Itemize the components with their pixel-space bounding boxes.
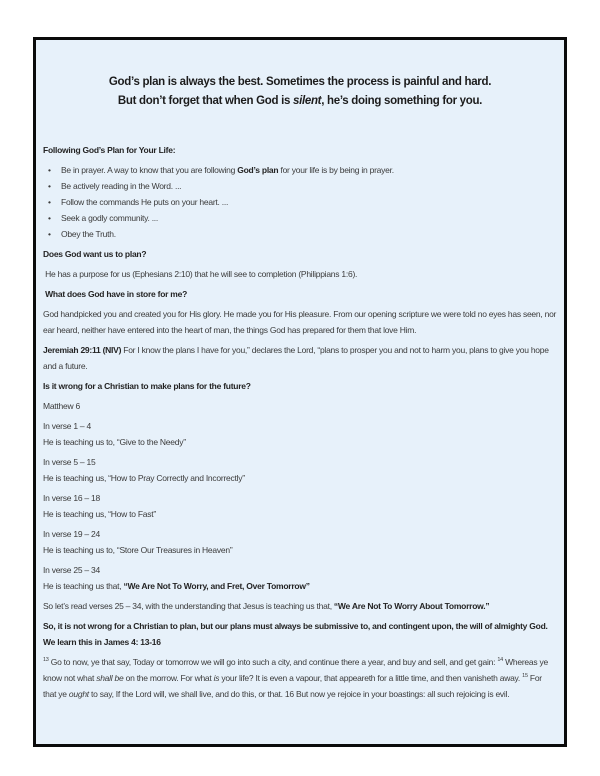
text-segment: Be in prayer. A way to know that you are following <box>61 165 238 175</box>
text-segment: He is teaching us to, “Give to the Needy” <box>43 437 186 447</box>
verse-lesson <box>43 578 557 594</box>
verse-range <box>43 454 557 470</box>
verse-block-19-24 <box>43 526 557 558</box>
text-segment: “We Are Not To Worry About Tomorrow.” <box>333 601 490 611</box>
header-quote <box>71 73 529 111</box>
text-segment: What does God have in store for me? <box>43 289 188 299</box>
text-segment: 15 <box>522 673 528 680</box>
text-segment: He is teaching us, “How to Pray Correctly and Incorrectly” <box>43 473 245 483</box>
text-segment: ought <box>68 689 89 699</box>
text-segment: Obey the Truth. <box>61 229 116 239</box>
bullet-list <box>43 162 557 242</box>
text-segment: on the morrow. For what <box>123 673 214 683</box>
heading-what-in-store <box>43 286 557 302</box>
paragraph-purpose <box>43 266 557 282</box>
text-segment: your life? It is even a vapour, that appeareth for a little time, and then vanisheth away. <box>219 673 523 683</box>
verse-block-16-18 <box>43 490 557 522</box>
text-segment: Jeremiah 29:11 (NIV) <box>43 345 124 355</box>
verse-block-25-34 <box>43 562 557 594</box>
paragraph-james-4-13-16 <box>43 654 557 702</box>
text-segment: 13 <box>43 657 49 664</box>
text-segment: God’s plan <box>237 165 279 175</box>
text-segment: , he’s doing something for you. <box>321 95 483 107</box>
bullet-item <box>43 210 557 226</box>
paragraph-so-lets-read <box>43 598 557 614</box>
text-segment: shall be <box>96 673 124 683</box>
text-segment: Be actively reading in the Word. ... <box>61 181 182 191</box>
paragraph-handpicked <box>43 306 557 338</box>
verse-lesson <box>43 506 557 522</box>
heading-does-god-want-plan <box>43 246 557 262</box>
bullet-item <box>43 178 557 194</box>
text-segment: He has a purpose for us (Ephesians 2:10) that he will see to completion (Philippians 1:6). <box>43 269 358 279</box>
verse-lesson <box>43 542 557 558</box>
verse-lesson <box>43 470 557 486</box>
paragraph-jeremiah-29-11 <box>43 342 557 374</box>
text-segment: He is teaching us to, “Store Our Treasures in Heaven” <box>43 545 233 555</box>
text-segment: to say, If the Lord will, we shall live, and do this, or that. 16 But now ye rejoice in your boastings: all such rejoicing is evil. <box>88 689 510 699</box>
text-segment: 14 <box>497 657 503 664</box>
bullet-item <box>43 194 557 210</box>
header-quote-line2 <box>71 92 529 111</box>
text-segment: for your life is by being in prayer. <box>278 165 394 175</box>
text-segment: Matthew 6 <box>43 401 80 411</box>
bullet-item <box>43 162 557 178</box>
text-segment: He is teaching us that, <box>43 581 124 591</box>
text-segment: In verse 1 – 4 <box>43 421 92 431</box>
text-segment: God handpicked you and created you for His glory. He made you for His pleasure. From our opening scripture we were told no eyes has seen, nor ear heard, neither have entered into the heart of man, the things God has prepared for them that love Him. <box>43 309 559 335</box>
text-segment: So, it is not wrong for a Christian to plan, but our plans must always be submissive to, and contingent upon, the will of almighty God. We learn this in James 4: 13-16 <box>43 621 550 647</box>
text-segment: For I know the plans I have for you,” declares the Lord, “plans to prosper you and not to harm you, plans to give you hope and a future. <box>43 345 551 371</box>
paragraph-conclusion <box>43 618 557 650</box>
verse-range <box>43 490 557 506</box>
text-segment: “We Are Not To Worry, and Fret, Over Tomorrow” <box>123 581 310 591</box>
text-segment: In verse 25 – 34 <box>43 565 100 575</box>
verse-block-5-15 <box>43 454 557 486</box>
text-segment: For that ye <box>43 673 545 699</box>
heading-is-it-wrong <box>43 378 557 394</box>
text-segment: In verse 5 – 15 <box>43 457 96 467</box>
text-segment: In verse 16 – 18 <box>43 493 100 503</box>
verse-range <box>43 418 557 434</box>
text-segment: God’s plan is always the best. Sometimes the process is painful and hard. <box>108 76 492 88</box>
text-segment: Following God’s Plan for Your Life: <box>43 145 176 155</box>
text-segment: Go to now, ye that say, Today or tomorrow we will go into such a city, and continue there a year, and buy and sell, and get gain: <box>48 657 498 667</box>
text-segment: So let’s read verses 25 – 34, with the understanding that Jesus is teaching us that, <box>43 601 334 611</box>
content-box <box>33 37 567 747</box>
text-segment: Is it wrong for a Christian to make plans for the future? <box>43 381 251 391</box>
text-segment: silent <box>292 95 322 107</box>
paragraph-matthew-6 <box>43 398 557 414</box>
verse-block-1-4 <box>43 418 557 450</box>
text-segment: Follow the commands He puts on your heart. ... <box>61 197 229 207</box>
text-segment: is <box>213 673 220 683</box>
heading-following-plan <box>43 142 557 158</box>
text-segment: Whereas ye know not what <box>43 657 551 683</box>
verse-lesson <box>43 434 557 450</box>
text-segment: But don’t forget that when God is <box>117 95 293 107</box>
text-segment: Seek a godly community. ... <box>61 213 159 223</box>
text-segment: In verse 19 – 24 <box>43 529 100 539</box>
header-quote-line1 <box>71 73 529 92</box>
text-segment: He is teaching us, “How to Fast” <box>43 509 156 519</box>
verse-range <box>43 562 557 578</box>
text-segment: Does God want us to plan? <box>43 249 147 259</box>
bullet-item <box>43 226 557 242</box>
verse-range <box>43 526 557 542</box>
